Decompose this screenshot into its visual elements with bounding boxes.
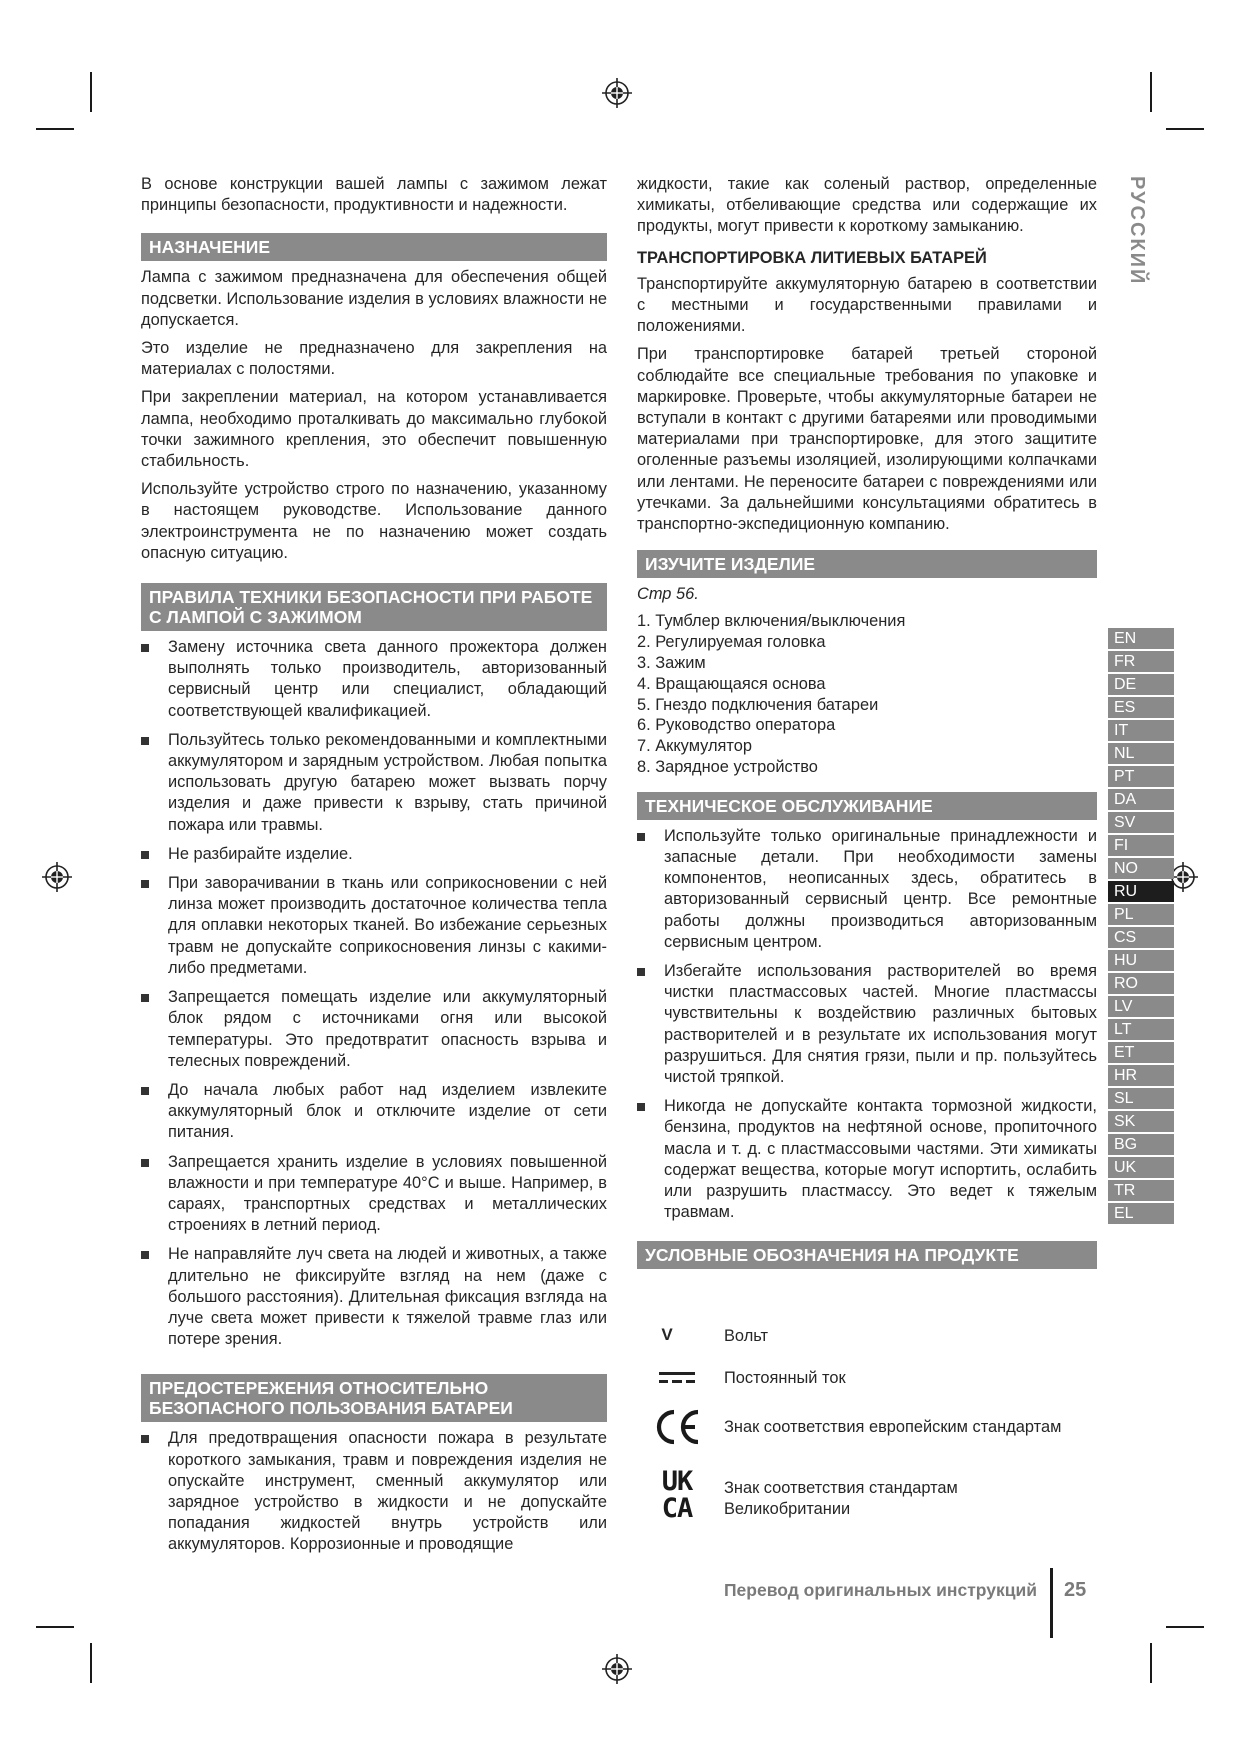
language-tab-fr[interactable]: FR <box>1108 651 1174 672</box>
right-column <box>637 174 1097 1275</box>
language-tab-bg[interactable]: BG <box>1108 1134 1174 1155</box>
list-item: 4. Вращающаяся основа <box>637 674 826 693</box>
footer-text: Перевод оригинальных инструкций <box>723 1580 1037 1600</box>
language-tab-hr[interactable]: HR <box>1108 1065 1174 1086</box>
crop-mark <box>1150 72 1152 112</box>
list-item: Используйте только оригинальные принадлежности и запасные детали. При необходимости замены компонентов, неописанных здесь, обратитесь в авторизованный сервисный центр. Все ремонтные работы должны производиться авторизованным сервисным центром. <box>637 826 1097 953</box>
crop-mark <box>36 128 74 130</box>
list-item: 2. Регулируемая головка <box>637 633 826 652</box>
language-tab-en[interactable]: EN <box>1108 628 1174 649</box>
crop-mark <box>90 72 92 112</box>
registration-mark-icon <box>42 862 72 892</box>
symbols-heading: УСЛОВНЫЕ ОБОЗНАЧЕНИЯ НА ПРОДУКТЕ <box>637 1241 1097 1269</box>
list-item: Запрещается хранить изделие в условиях повышенной влажности и при температуре 40°C и выше. Например, в сараях, транспортных средствах и металлических строениях в летний период. <box>141 1152 607 1237</box>
transport-paragraph: При транспортировке батарей третьей стороной соблюдайте все специальные требования по упаковке и маркировке. Проверьте, чтобы аккумуляторные батареи не вступали в контакт с другими батареями или проводимыми материалами при транспортировке, для этого защитите оголенные разъемы изоляцией, изолирующими колпачками или лентами. Не переносите батареи с повреждениями или утечками. За дальнейшими консультациями обратитесь в транспортно-экспедиционную компанию. <box>637 345 1097 534</box>
symbol-label: Постоянный ток <box>724 1369 846 1387</box>
list-item: Избегайте использования растворителей во время чистки пластмассовых частей. Многие пластмассы чувствительны к воздействию различных бытовых растворителей и в результате их использования могут разрушиться. Для снятия грязи, пыли и пр. пользуйтесь чистой тряпкой. <box>637 961 1097 1088</box>
registration-mark-icon <box>602 78 632 108</box>
language-tab-da[interactable]: DA <box>1108 789 1174 810</box>
list-item: 5. Гнездо подключения батареи <box>637 695 879 714</box>
language-tab-sv[interactable]: SV <box>1108 812 1174 833</box>
transport-heading: ТРАНСПОРТИРОВКА ЛИТИЕВЫХ БАТАРЕЙ <box>637 248 987 267</box>
symbol-label: Знак соответствия стандартам Великобритании <box>724 1479 958 1518</box>
crop-mark <box>90 1643 92 1683</box>
language-tab-es[interactable]: ES <box>1108 697 1174 718</box>
purpose-paragraph: Это изделие не предназначено для закрепления на материалах с полостями. <box>141 339 607 379</box>
language-tab-sl[interactable]: SL <box>1108 1088 1174 1109</box>
language-tab-cs[interactable]: CS <box>1108 927 1174 948</box>
safety-heading: ПРАВИЛА ТЕХНИКИ БЕЗОПАСНОСТИ ПРИ РАБОТЕ С ЛАМПОЙ С ЗАЖИМОМ <box>141 583 607 631</box>
language-tab-hu[interactable]: HU <box>1108 950 1174 971</box>
learn-heading: ИЗУЧИТЕ ИЗДЕЛИЕ <box>637 550 1097 578</box>
language-tab-tr[interactable]: TR <box>1108 1180 1174 1201</box>
list-item: Пользуйтесь только рекомендованными и комплектными аккумулятором и зарядным устройством. Любая попытка использовать другую батарею может вызвать порчу изделия и даже привести к взрыву, стать причиной пожара или травмы. <box>141 730 607 836</box>
language-title: РУССКИЙ <box>1126 176 1148 286</box>
battery-list <box>141 1428 607 1555</box>
language-tab-pl[interactable]: PL <box>1108 904 1174 925</box>
left-column <box>141 174 607 1564</box>
page-number: 25 <box>1064 1579 1087 1601</box>
ce-mark-icon <box>655 1408 701 1446</box>
language-tab-nl[interactable]: NL <box>1108 743 1174 764</box>
ukca-mark-icon: UK CA <box>661 1466 693 1524</box>
battery-heading: ПРЕДОСТЕРЕЖЕНИЯ ОТНОСИТЕЛЬНО БЕЗОПАСНОГО ПОЛЬЗОВАНИЯ БАТАРЕИ <box>141 1374 607 1422</box>
direct-current-icon <box>659 1371 695 1385</box>
language-tab-lv[interactable]: LV <box>1108 996 1174 1017</box>
footer-divider <box>1050 1568 1053 1638</box>
language-tab-el[interactable]: EL <box>1108 1203 1174 1224</box>
safety-list <box>141 637 607 1350</box>
list-item: 7. Аккумулятор <box>637 737 752 756</box>
list-item: При заворачивании в ткань или соприкосновении с ней линза может производить достаточное количества тепла для оплавки некоторых тканей. Во избежание серьезных травм не допускайте соприкосновения линзы с какими-либо предметами. <box>141 873 607 979</box>
list-item: 8. Зарядное устройство <box>637 758 818 777</box>
language-tab-ru[interactable]: RU <box>1108 881 1174 902</box>
crop-mark <box>1166 1626 1204 1628</box>
purpose-paragraph: Используйте устройство строго по назначению, указанному в настоящем руководстве. Использование данного электроинструмента не по назначению может создать опасную ситуацию. <box>141 480 607 562</box>
list-item: Для предотвращения опасности пожара в результате короткого замыкания, травм и повреждения изделия не опускайте инструмент, сменный аккумулятор или зарядное устройство в жидкости и не допускайте попадания жидкостей внутрь устройств или аккумуляторов. Коррозионные и проводящие <box>141 1428 607 1555</box>
learn-reference: Стр 56. <box>637 585 699 604</box>
language-tab-ro[interactable]: RO <box>1108 973 1174 994</box>
language-tab-lt[interactable]: LT <box>1108 1019 1174 1040</box>
language-tab-pt[interactable]: PT <box>1108 766 1174 787</box>
maintenance-list <box>637 826 1097 1224</box>
list-item: Не направляйте луч света на людей и животных, а также длительно не фиксируйте взгляд на нем (даже с большого расстояния). Длительная фиксация взгляда на луче света может привести к тяжелой травме глаз или потере зрения. <box>141 1244 607 1350</box>
language-tab-sk[interactable]: SK <box>1108 1111 1174 1132</box>
list-item: До начала любых работ над изделием извлеките аккумуляторный блок и отключите изделие от сети питания. <box>141 1080 607 1144</box>
maintenance-heading: ТЕХНИЧЕСКОЕ ОБСЛУЖИВАНИЕ <box>637 792 1097 820</box>
list-item: 1. Тумблер включения/выключения <box>637 612 906 631</box>
parts-list <box>637 611 1097 777</box>
list-item: Никогда не допускайте контакта тормозной жидкости, бензина, продуктов на нефтяной основе, пропиточного масла и т. д. с пластмассовыми частями. Эти химикаты содержат вещества, которые могут испортить, ослабить или разрушить пластмассу. Это ведет к тяжелым травмам. <box>637 1096 1097 1223</box>
language-tab-et[interactable]: ET <box>1108 1042 1174 1063</box>
symbol-row-ukca <box>637 1468 1097 1528</box>
crop-mark <box>1166 128 1204 130</box>
transport-paragraph: Транспортируйте аккумуляторную батарею в соответствии с местными и государственными правилами и положениями. <box>637 274 1097 336</box>
symbol-row-dc <box>637 1365 1097 1395</box>
symbol-label: Вольт <box>724 1327 769 1345</box>
language-tab-fi[interactable]: FI <box>1108 835 1174 856</box>
list-item: Замену источника света данного прожектора должен выполнять только производитель, авторизованный сервисный центр или специалист, обладающий соответствующей квалификацией. <box>141 637 607 722</box>
language-tab-uk[interactable]: UK <box>1108 1157 1174 1178</box>
symbol-label: Знак соответствия европейским стандартам <box>724 1418 1062 1436</box>
registration-mark-icon <box>602 1654 632 1684</box>
language-tab-no[interactable]: NO <box>1108 858 1174 879</box>
continuation-paragraph: жидкости, такие как соленый раствор, определенные химикаты, отбеливающие средства или содержащие их продукты, могут привести к короткому замыканию. <box>637 175 1097 236</box>
symbol-row-volt <box>637 1323 1097 1353</box>
volt-icon: V <box>661 1325 673 1344</box>
list-item: Запрещается помещать изделие или аккумуляторный блок рядом с источниками огня или высокой температуры. Это предотвратит опасность взрыва и телесных повреждений. <box>141 987 607 1072</box>
language-tab-de[interactable]: DE <box>1108 674 1174 695</box>
list-item: 3. Зажим <box>637 654 706 673</box>
list-item: 6. Руководство оператора <box>637 716 836 735</box>
crop-mark <box>1150 1643 1152 1683</box>
purpose-paragraph: При закреплении материал, на котором устанавливается лампа, необходимо проталкивать до максимально глубокой точки зажимного крепления, это обеспечит повышенную стабильность. <box>141 388 607 471</box>
language-index <box>1108 628 1174 1226</box>
purpose-heading: НАЗНАЧЕНИЕ <box>141 233 607 261</box>
symbol-row-ce <box>637 1406 1097 1450</box>
language-tab-it[interactable]: IT <box>1108 720 1174 741</box>
list-item: Не разбирайте изделие. <box>141 844 607 865</box>
crop-mark <box>36 1626 74 1628</box>
purpose-paragraph: Лампа с зажимом предназначена для обеспечения общей подсветки. Использование изделия в условиях влажности не допускается. <box>141 268 607 329</box>
intro-paragraph: В основе конструкции вашей лампы с зажимом лежат принципы безопасности, продуктивности и надежности. <box>141 175 607 215</box>
